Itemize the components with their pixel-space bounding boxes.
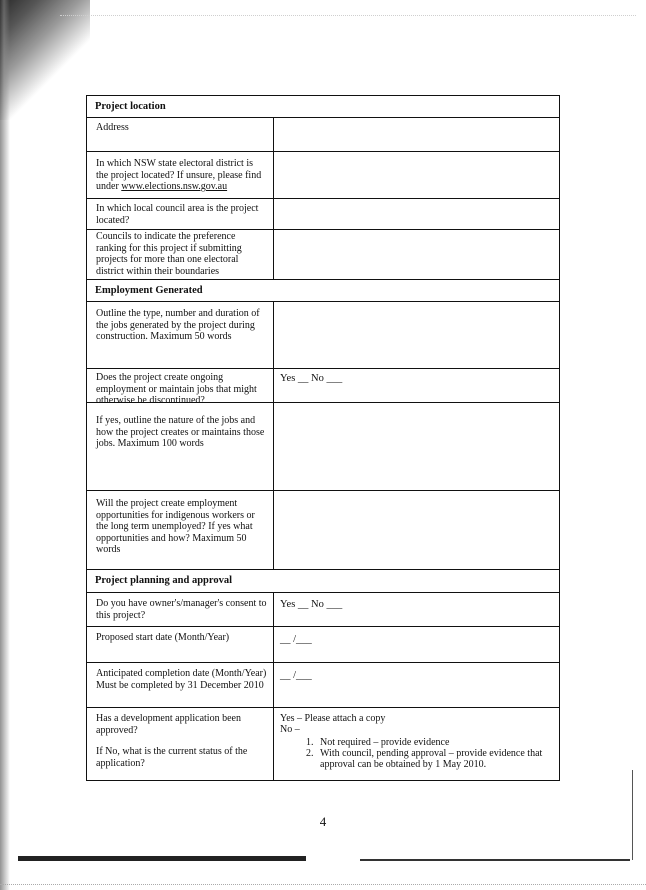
row-indigenous	[87, 491, 559, 570]
indigenous-label: Will the project create employment opportunities for indigenous workers or the long term unemployed? If yes what opportunities and how? Maximum 50 words	[87, 491, 274, 569]
section-employment: Employment Generated	[87, 280, 559, 302]
elections-link[interactable]: www.elections.nsw.gov.au	[121, 181, 228, 192]
row-start-date	[87, 627, 559, 663]
address-field[interactable]	[274, 118, 559, 151]
consent-label: Do you have owner's/manager's consent to this project?	[87, 593, 274, 626]
da-label	[87, 708, 274, 780]
row-council-area	[87, 199, 559, 230]
address-label: Address	[87, 118, 274, 151]
council-area-field[interactable]	[274, 199, 559, 229]
scan-corner-shadow	[0, 0, 90, 120]
completion-date-text: Anticipated completion date (Month/Year)	[96, 668, 267, 679]
da-status-question: If No, what is the current status of the application?	[96, 746, 248, 769]
application-form-table	[86, 95, 560, 781]
row-address	[87, 118, 559, 152]
da-no-option[interactable]: No –	[280, 724, 300, 735]
section-planning: Project planning and approval	[87, 570, 559, 593]
ranking-label: Councils to indicate the preference ranking for this project if submitting projects for more than one electoral district within their boundaries	[87, 230, 274, 279]
da-question: Has a development application been approved?	[96, 713, 241, 736]
indigenous-field[interactable]	[274, 491, 559, 569]
da-answer	[274, 708, 559, 780]
completion-deadline-text: Must be completed by 31 December 2010	[96, 679, 264, 691]
consent-answer[interactable]: Yes __ No ___	[280, 599, 343, 610]
if-yes-label: If yes, outline the nature of the jobs and how the project creates or maintains those jobs. Maximum 100 words	[87, 401, 274, 490]
row-consent	[87, 593, 559, 627]
electoral-district-text: In which NSW state electoral district is the project located? If unsure, please find under	[96, 158, 262, 192]
completion-date-answer[interactable]: __ /___	[280, 670, 312, 681]
page-number: 4	[319, 814, 327, 829]
da-option-not-required[interactable]: 1. Not required – provide evidence	[316, 737, 553, 748]
council-area-label: In which local council area is the project located?	[87, 199, 274, 229]
row-ongoing-employment	[87, 369, 559, 406]
scan-top-line	[60, 15, 636, 16]
start-date-label: Proposed start date (Month/Year)	[87, 627, 274, 662]
if-yes-field[interactable]	[274, 403, 559, 490]
row-if-yes-outline	[87, 403, 559, 491]
row-ranking	[87, 230, 559, 280]
da-option-with-council[interactable]: 2. With council, pending approval – provide evidence that approval can be obtained by 1 May 2010.	[316, 748, 553, 770]
scan-bottom-dots	[0, 884, 646, 885]
row-completion-date	[87, 663, 559, 708]
row-development-application	[87, 708, 559, 780]
start-date-answer[interactable]: __ /___	[280, 634, 312, 645]
electoral-district-label	[87, 152, 274, 198]
electoral-district-field[interactable]	[274, 152, 559, 198]
outline-jobs-field[interactable]	[274, 302, 559, 368]
scan-bottom-bar	[18, 856, 306, 861]
outline-jobs-label: Outline the type, number and duration of the jobs generated by the project during construction. Maximum 50 words	[87, 302, 274, 368]
ongoing-employment-label: Does the project create ongoing employment or maintain jobs that might otherwise be discontinued?	[87, 369, 274, 402]
scan-right-line	[632, 770, 633, 860]
row-outline-jobs	[87, 302, 559, 369]
section-project-location: Project location	[87, 96, 559, 118]
ongoing-employment-answer[interactable]: Yes __ No ___	[280, 373, 343, 384]
da-no-options-list	[280, 737, 553, 770]
row-electoral-district	[87, 152, 559, 199]
scan-bottom-line	[360, 859, 630, 861]
da-yes-option[interactable]: Yes – Please attach a copy	[280, 713, 386, 724]
ranking-field[interactable]	[274, 230, 559, 279]
scan-left-edge	[0, 0, 10, 890]
completion-date-label	[87, 663, 274, 707]
